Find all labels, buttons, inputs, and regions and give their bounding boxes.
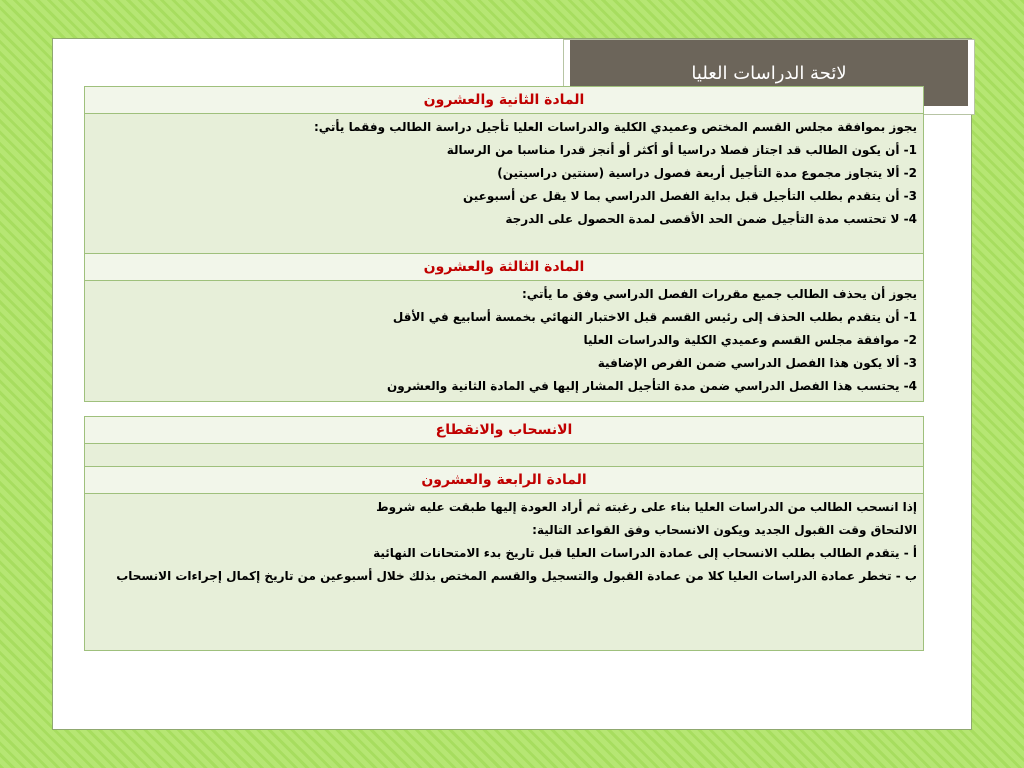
empty-row [85, 444, 923, 467]
article-23-line: 3- ألا يكون هذا الفصل الدراسي ضمن الفرص الإضافية [597, 356, 917, 370]
article-24-line: إذا انسحب الطالب من الدراسات العليا بناء على رغبته ثم أراد العودة إليها طبقت عليه شروط [376, 500, 917, 514]
article-22-line: يجوز بموافقة مجلس القسم المختص وعميدي الكلية والدراسات العليا تأجيل دراسة الطالب وفقما يأتي: [313, 120, 917, 134]
article-23-heading: المادة الثالثة والعشرون [85, 254, 923, 281]
article-24-line: الالتحاق وقت القبول الجديد ويكون الانسحاب وفق القواعد التالية: [532, 523, 917, 537]
article-22-line: 1- أن يكون الطالب قد اجتاز فصلا دراسيا أو أكثر أو أنجز قدرا مناسبا من الرسالة [446, 143, 917, 157]
article-22-line: 2- ألا يتجاوز مجموع مدة التأجيل أربعة فصول دراسية (سنتين دراسيتين) [497, 166, 917, 180]
article-24-body [85, 494, 923, 650]
table-articles-22-23 [84, 86, 924, 402]
article-23-line: 4- يحتسب هذا الفصل الدراسي ضمن مدة التأجيل المشار إليها في المادة الثانية والعشرون [386, 379, 917, 393]
article-24-heading: المادة الرابعة والعشرون [85, 467, 923, 494]
article-23-line: 1- أن يتقدم بطلب الحذف إلى رئيس القسم قبل الاختبار النهائي بخمسة أسابيع في الأقل [392, 310, 917, 324]
article-22-heading: المادة الثانية والعشرون [85, 87, 923, 114]
table-withdrawal [84, 416, 924, 651]
withdrawal-heading: الانسحاب والانقطاع [85, 417, 923, 444]
article-22-line: 4- لا تحتسب مدة التأجيل ضمن الحد الأقصى لمدة الحصول على الدرجة [505, 212, 917, 226]
article-23-body [85, 281, 923, 401]
article-22-line: 3- أن يتقدم بطلب التأجيل قبل بداية الفصل الدراسي بما لا يقل عن أسبوعين [462, 189, 917, 203]
article-23-line: 2- موافقة مجلس القسم وعميدي الكلية والدراسات العليا [583, 333, 917, 347]
article-22-body [85, 114, 923, 254]
article-23-line: يجوز أن يحذف الطالب جميع مقررات الفصل الدراسي وفق ما يأتي: [522, 287, 917, 301]
article-24-line: أ - يتقدم الطالب بطلب الانسحاب إلى عمادة الدراسات العليا قبل تاريخ بدء الامتحانات النهائية [373, 546, 917, 560]
article-24-line: ب - تخطر عمادة الدراسات العليا كلا من عمادة القبول والتسجيل والقسم المختص بذلك خلال أسبوعين من تاريخ إكمال إجراءات الانسحاب [116, 569, 917, 583]
slide-title: لائحة الدراسات العليا [570, 40, 968, 106]
